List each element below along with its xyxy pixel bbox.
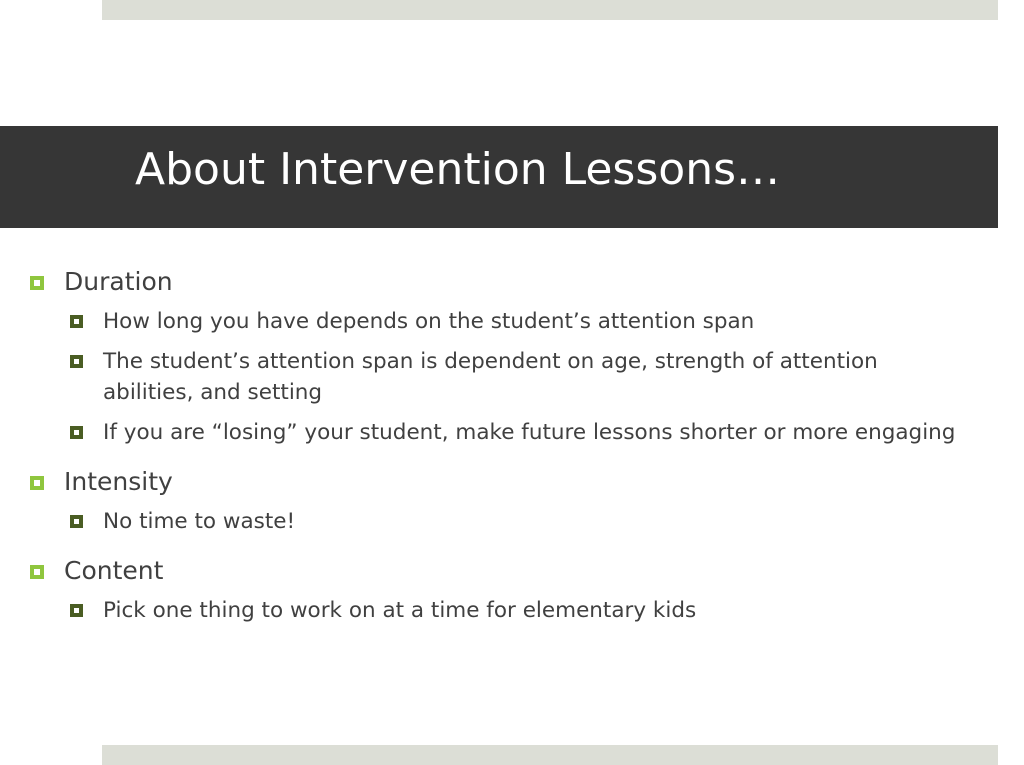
sub-bullet (70, 306, 970, 337)
slide-title: About Intervention Lessons… (135, 144, 781, 195)
square-bullet-icon (70, 515, 83, 528)
top-decorative-band (102, 0, 998, 20)
square-bullet-icon (30, 476, 44, 490)
sub-bullet (70, 506, 970, 537)
sub-bullet (70, 346, 970, 408)
title-bar (0, 126, 998, 228)
square-bullet-icon (70, 315, 83, 328)
square-bullet-icon (70, 426, 83, 439)
sub-bullet-text: Pick one thing to work on at a time for elementary kids (103, 598, 697, 623)
slide-content (30, 266, 970, 635)
square-bullet-icon (70, 355, 83, 368)
sub-bullet (70, 417, 970, 448)
bullet-text: Intensity (64, 467, 173, 496)
sub-bullet-text: How long you have depends on the student’s attention span (103, 309, 755, 334)
square-bullet-icon (30, 565, 44, 579)
bullet-text: Duration (64, 267, 173, 296)
bullet-text: Content (64, 556, 164, 585)
bullet-intensity (30, 466, 970, 498)
square-bullet-icon (30, 276, 44, 290)
sub-bullet-text: If you are “losing” your student, make future lessons shorter or more engaging (103, 420, 956, 445)
sub-bullet-text: The student’s attention span is dependent on age, strength of attention abilities, and setting (103, 349, 878, 405)
sub-bullet (70, 595, 970, 626)
square-bullet-icon (70, 604, 83, 617)
bullet-duration (30, 266, 970, 298)
bullet-content (30, 555, 970, 587)
sub-bullet-text: No time to waste! (103, 509, 296, 534)
bottom-decorative-band (102, 745, 998, 765)
